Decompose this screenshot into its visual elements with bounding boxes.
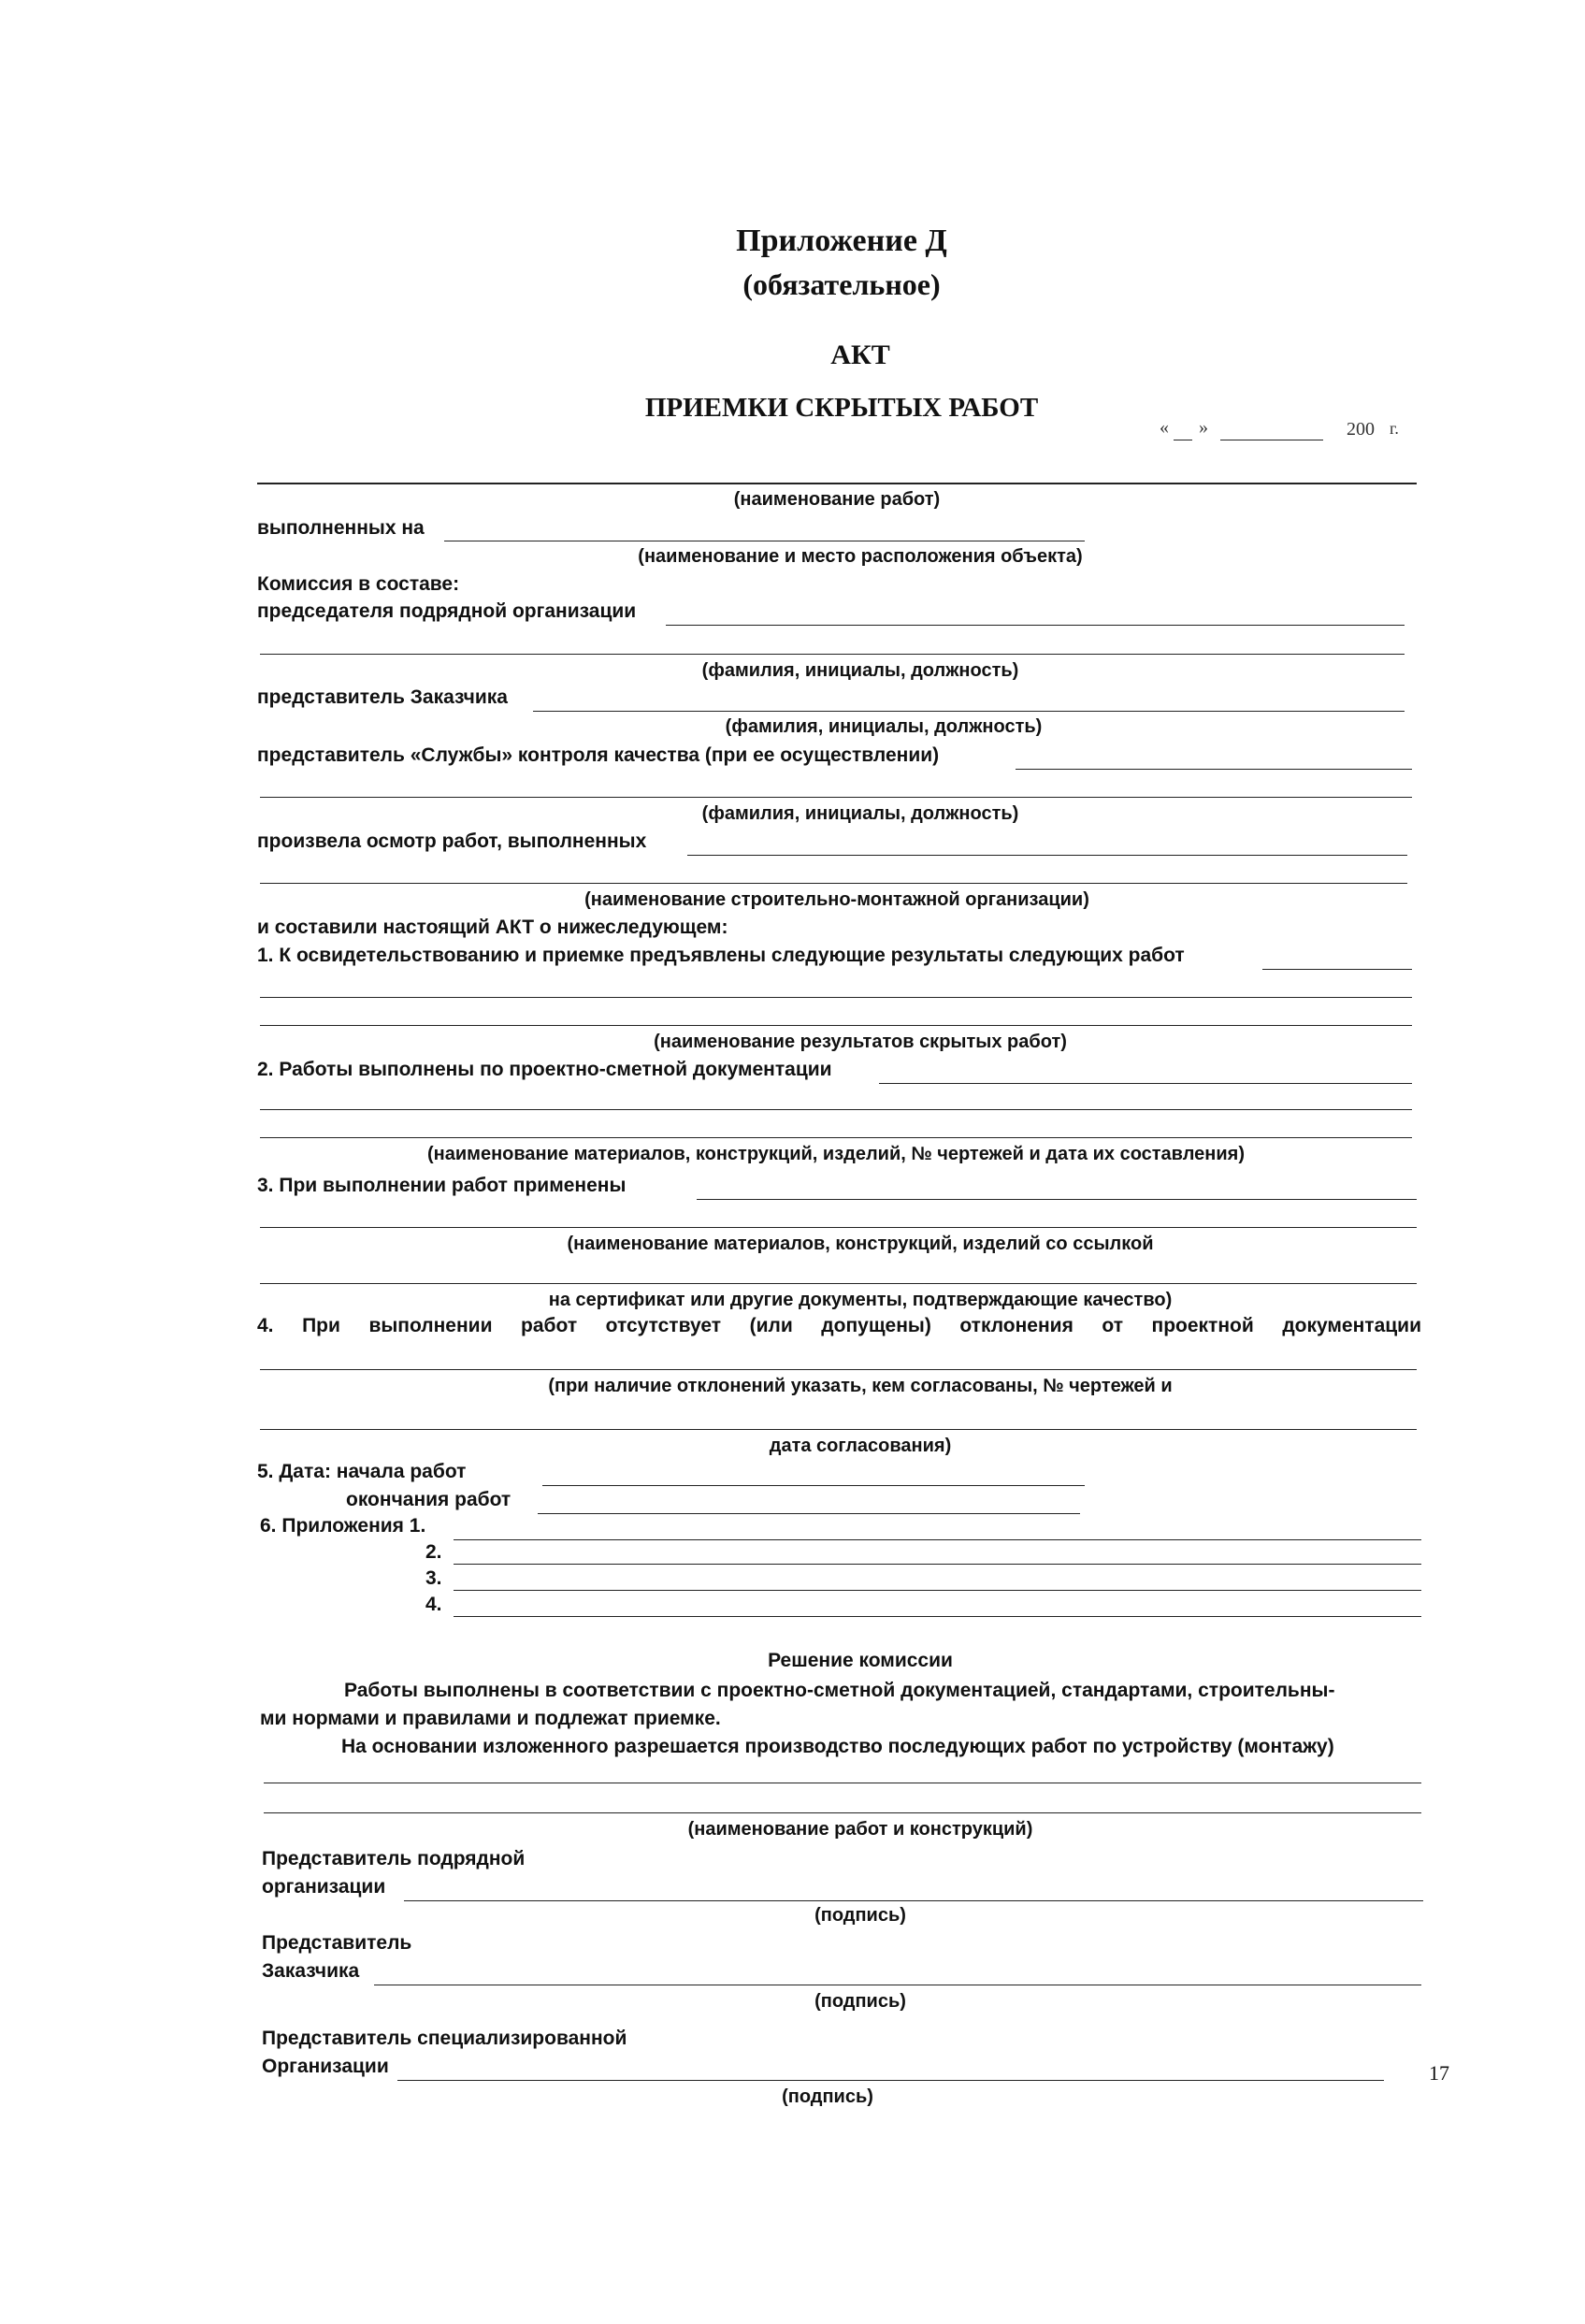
works-name-line: [257, 483, 1417, 484]
item-1-label: 1. К освидетельствованию и приемке предъявлены следующие результаты следующих работ: [257, 945, 1185, 966]
date-year: 200: [1347, 419, 1375, 440]
app-2-label: 2.: [425, 1541, 442, 1563]
special-rep-label-2: Организации: [262, 2056, 389, 2077]
item-2-label: 2. Работы выполнены по проектно-сметной документации: [257, 1059, 832, 1080]
deviations-caption-1: (при наличие отклонений указать, кем согласованы, № чертежей и: [548, 1376, 1173, 1396]
item-5-start-label: 5. Дата: начала работ: [257, 1461, 467, 1482]
decision-line-b: [264, 1812, 1421, 1813]
appendix-title: Приложение Д: [736, 224, 947, 258]
decision-line-1: Работы выполнены в соответствии с проектно-сметной документацией, стандартами, строительны-: [344, 1680, 1335, 1701]
person-caption-3: (фамилия, инициалы, должность): [701, 803, 1019, 824]
item-5-end-label: окончания работ: [346, 1489, 512, 1510]
end-date-line: [538, 1513, 1080, 1514]
quality-rep-line-2: [260, 797, 1412, 798]
app-4-label: 4.: [425, 1594, 442, 1615]
decision-line-3: На основании изложенного разрешается производство последующих работ по устройству (монтажу): [341, 1736, 1334, 1757]
customer-rep-line: [533, 711, 1405, 712]
start-date-line: [542, 1485, 1085, 1486]
signature-caption-2: (подпись): [814, 1991, 906, 2012]
object-caption: (наименование и место расположения объекта): [638, 546, 1083, 567]
item-6-label: 6. Приложения 1.: [260, 1515, 426, 1537]
person-caption-1: (фамилия, инициалы, должность): [701, 660, 1019, 681]
contractor-rep-label-2: организации: [262, 1876, 386, 1898]
customer-rep-label: представитель Заказчика: [257, 686, 508, 708]
item-1-line-2: [260, 997, 1412, 998]
chairman-line-2: [260, 654, 1405, 655]
decision-line-2: ми нормами и правилами и подлежат приемке.: [260, 1708, 721, 1729]
inspected-label: произвела осмотр работ, выполненных: [257, 830, 647, 852]
act-title: АКТ: [830, 339, 890, 370]
item-3-line-3: [260, 1283, 1417, 1284]
contractor-signature-line: [404, 1900, 1423, 1901]
customer-rep-sig-label-1: Представитель: [262, 1932, 412, 1954]
hidden-results-caption: (наименование результатов скрытых работ): [654, 1032, 1067, 1052]
date-year-suffix: г.: [1390, 419, 1399, 438]
person-caption-2: (фамилия, инициалы, должность): [725, 716, 1043, 737]
drew-up-label: и составили настоящий АКТ о нижеследующем:: [257, 917, 728, 938]
app-4-line: [454, 1616, 1421, 1617]
performed-on-label: выполненных на: [257, 517, 425, 539]
date-quote-close: »: [1199, 417, 1208, 438]
signature-caption-3: (подпись): [782, 2086, 873, 2107]
materials-ref-caption-1: (наименование материалов, конструкций, изделий со ссылкой: [567, 1234, 1154, 1254]
item-3-line: [697, 1199, 1417, 1200]
contractor-rep-label-1: Представитель подрядной: [262, 1848, 526, 1869]
item-3-label: 3. При выполнении работ применены: [257, 1175, 627, 1196]
quality-rep-line: [1016, 769, 1412, 770]
works-name-caption: (наименование работ): [733, 489, 941, 510]
inspected-line: [687, 855, 1407, 856]
decision-heading: Решение комиссии: [768, 1650, 953, 1671]
item-2-line: [879, 1083, 1412, 1084]
app-3-line: [454, 1590, 1421, 1591]
customer-rep-sig-label-2: Заказчика: [262, 1960, 360, 1982]
signature-caption-1: (подпись): [814, 1905, 906, 1926]
inspected-line-2: [260, 883, 1407, 884]
appendix-mandatory: (обязательное): [742, 267, 941, 301]
commission-label: Комиссия в составе:: [257, 573, 460, 595]
date-quote-open: «: [1160, 417, 1169, 438]
works-constructions-caption: (наименование работ и конструкций): [687, 1819, 1033, 1840]
item-1-line: [1262, 969, 1412, 970]
item-2-line-2: [260, 1109, 1412, 1110]
item-3-line-2: [260, 1227, 1417, 1228]
contractor-org-caption: (наименование строительно-монтажной организации): [584, 889, 1089, 910]
deviations-caption-2: дата согласования): [769, 1436, 952, 1456]
app-1-line: [454, 1539, 1421, 1540]
special-signature-line: [397, 2080, 1384, 2081]
item-4-line-2: [260, 1429, 1417, 1430]
materials-drawings-caption: (наименование материалов, конструкций, изделий, № чертежей и дата их составления): [427, 1144, 1245, 1164]
special-rep-label-1: Представитель специализированной: [262, 2028, 627, 2049]
item-4-label: 4. При выполнении работ отсутствует (или допущены) отклонения от проектной документации: [257, 1315, 1421, 1336]
item-2-line-3: [260, 1137, 1412, 1138]
page-number: 17: [1429, 2061, 1449, 2085]
item-1-line-3: [260, 1025, 1412, 1026]
quality-rep-label: представитель «Службы» контроля качества (при ее осуществлении): [257, 744, 940, 766]
act-subtitle: ПРИЕМКИ СКРЫТЫХ РАБОТ: [644, 393, 1039, 423]
item-4-line: [260, 1369, 1417, 1370]
chairman-line: [666, 625, 1405, 626]
chairman-label: председателя подрядной организации: [257, 600, 637, 622]
app-2-line: [454, 1564, 1421, 1565]
app-3-label: 3.: [425, 1567, 442, 1589]
materials-ref-caption-2: на сертификат или другие документы, подтверждающие качество): [548, 1290, 1173, 1310]
